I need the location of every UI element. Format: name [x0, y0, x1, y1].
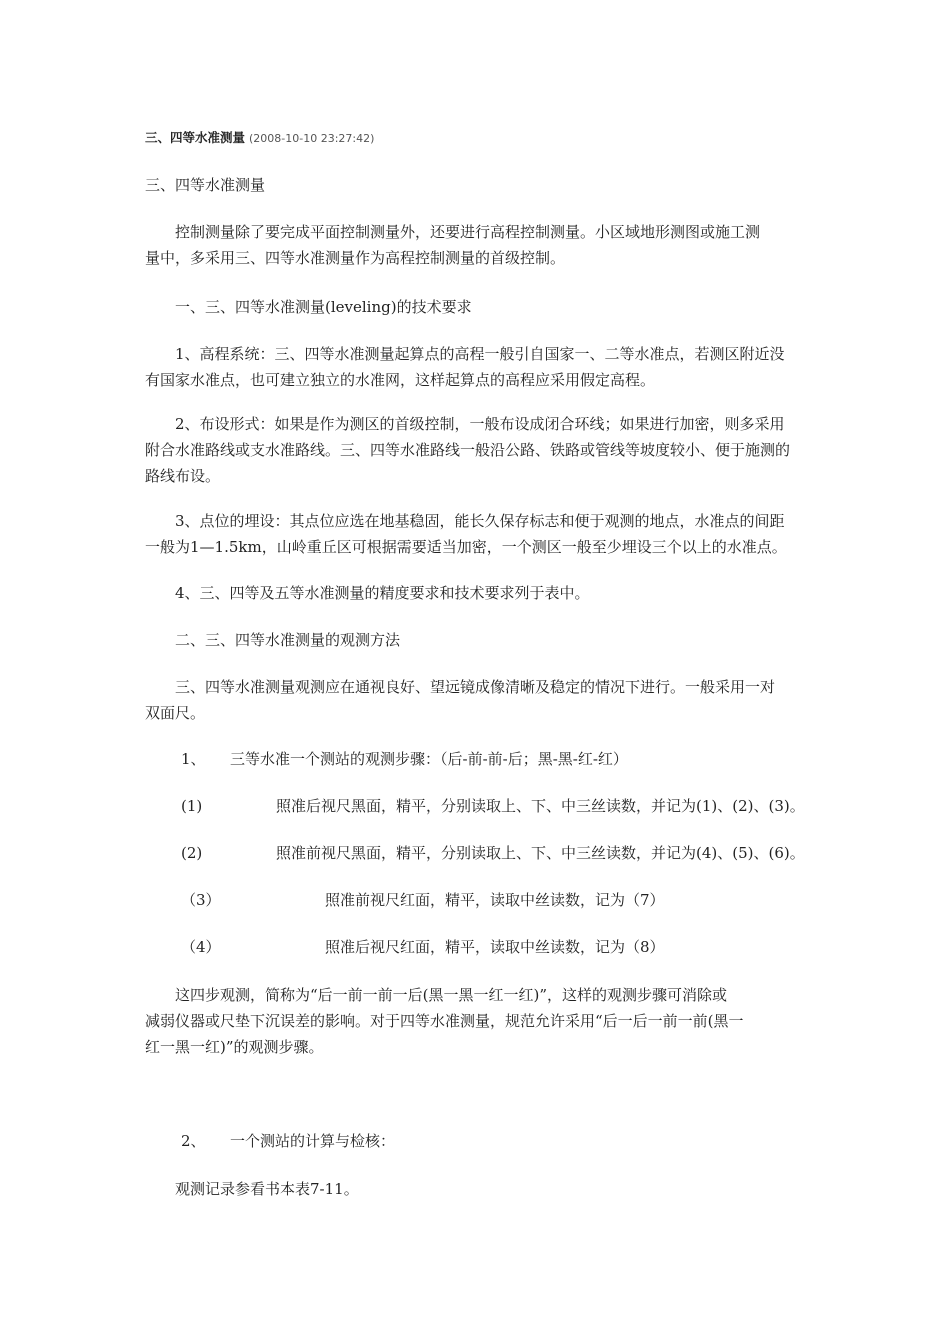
text-line: 减弱仪器或尺垫下沉误差的影响。对于四等水准测量，规范允许采用“后一后一前一前(黑一 — [145, 1012, 744, 1030]
text-line: 一般为1—1.5km，山岭重丘区可根据需要适当加密，一个测区一般至少埋设三个以上的水准点。 — [145, 538, 787, 556]
calc-note: 观测记录参看书本表7-11。 — [145, 1180, 359, 1198]
text-line: 三、四等水准测量观测应在通视良好、望远镜成像清晰及稳定的情况下进行。一般采用一对 — [145, 678, 776, 696]
item-4-line: 4、三、四等及五等水准测量的精度要求和技术要求列于表中。 — [145, 584, 590, 602]
step-heading-text: 三等水准一个测站的观测步骤：（后-前-前-后；黑-黑-红-红） — [230, 750, 628, 768]
step-number: （3） — [181, 891, 221, 909]
text-line: 控制测量除了要完成平面控制测量外，还要进行高程控制测量。小区域地形测图或施工测 — [145, 223, 761, 241]
text-line: 路线布设。 — [145, 467, 221, 485]
step-number: (2) — [181, 844, 203, 862]
method-intro-paragraph — [145, 674, 810, 726]
step-text: 照准后视尺黑面，精平，分别读取上、下、中三丝读数，并记为(1)、(2)、(3)。 — [276, 797, 805, 815]
step-text: 照准后视尺红面，精平，读取中丝读数，记为（8） — [325, 938, 665, 956]
text-line: 1、高程系统：三、四等水准测量起算点的高程一般引自国家一、二等水准点，若测区附近没 — [145, 345, 785, 363]
calc-heading-number: 2、 — [181, 1132, 206, 1150]
step-heading-number: 1、 — [181, 750, 206, 768]
step-number: (1) — [181, 797, 203, 815]
text-line: 这四步观测，简称为“后一前一前一后(黑一黑一红一红)”，这样的观测步骤可消除或 — [145, 986, 728, 1004]
item-3-paragraph — [145, 508, 810, 560]
post-header — [145, 124, 374, 152]
text-line: 双面尺。 — [145, 704, 206, 722]
step-number: （4） — [181, 938, 221, 956]
subtitle: 三、四等水准测量 — [145, 176, 266, 194]
step-text: 照准前视尺红面，精平，读取中丝读数，记为（7） — [325, 891, 665, 909]
calc-heading-text: 一个测站的计算与检核： — [230, 1132, 396, 1150]
text-line: 有国家水准点，也可建立独立的水准网，这样起算点的高程应采用假定高程。 — [145, 371, 656, 389]
summary-paragraph — [145, 982, 810, 1060]
intro-paragraph — [145, 219, 810, 271]
post-date: (2008-10-10 23:27:42) — [249, 132, 375, 145]
section-heading-2: 二、三、四等水准测量的观测方法 — [145, 631, 401, 649]
item-1-paragraph — [145, 341, 810, 393]
step-text: 照准前视尺黑面，精平，分别读取上、下、中三丝读数，并记为(4)、(5)、(6)。 — [276, 844, 805, 862]
post-title: 三、四等水准测量 — [145, 130, 246, 145]
text-line: 2、布设形式：如果是作为测区的首级控制，一般布设成闭合环线；如果进行加密，则多采用 — [145, 415, 785, 433]
text-line: 3、点位的埋设：其点位应选在地基稳固，能长久保存标志和便于观测的地点，水准点的间距 — [145, 512, 785, 530]
text-line: 附合水准路线或支水准路线。三、四等水准路线一般沿公路、铁路或管线等坡度较小、便于施测的 — [145, 441, 791, 459]
item-2-paragraph — [145, 411, 810, 489]
section-heading-1: 一、三、四等水准测量(leveling)的技术要求 — [145, 298, 472, 316]
text-line: 红一黑一红)”的观测步骤。 — [145, 1038, 324, 1056]
text-line: 量中，多采用三、四等水准测量作为高程控制测量的首级控制。 — [145, 249, 566, 267]
